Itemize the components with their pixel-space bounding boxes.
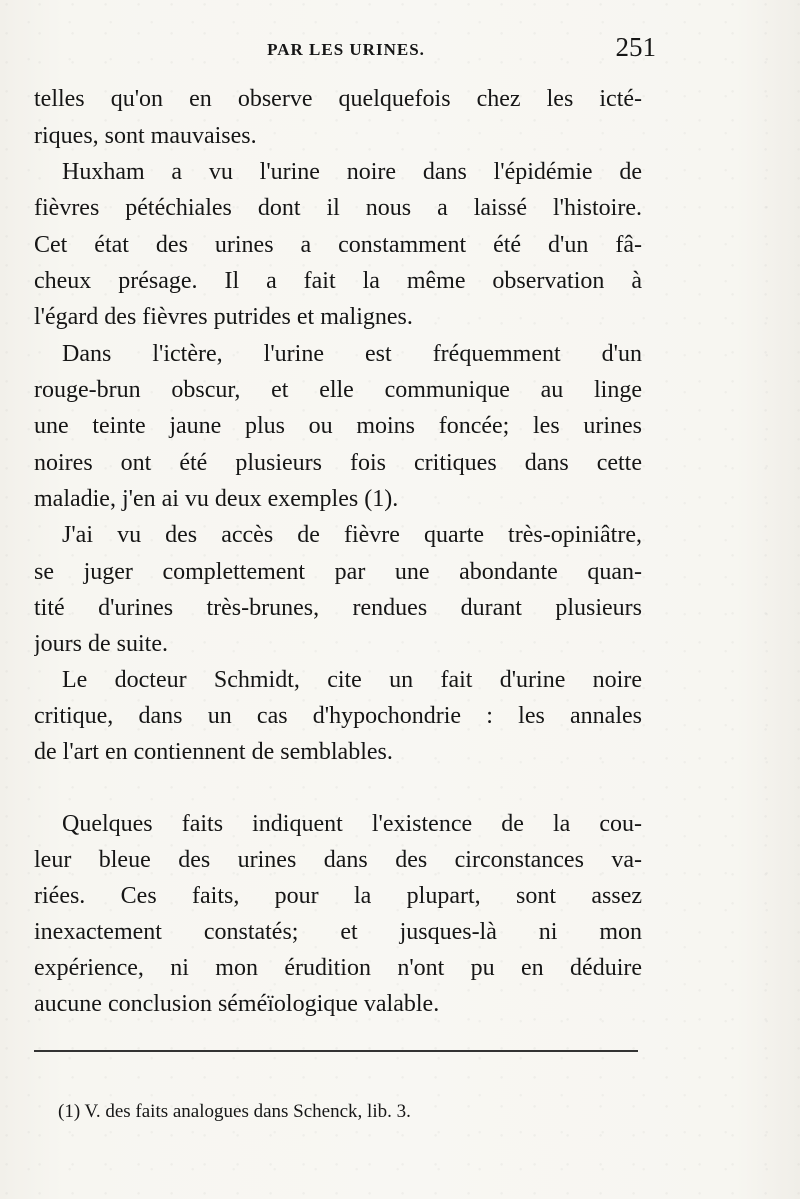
text-line: Quelques faits indiquent l'existence de la cou- <box>62 811 642 837</box>
text-line: critique, dans un cas d'hypochondrie : les annales <box>34 703 642 729</box>
text-line: noires ont été plusieurs fois critiques dans cette <box>34 450 642 476</box>
text-line: inexactement constatés; et jusques-là ni mon <box>34 919 642 945</box>
text-line: riques, sont mauvaises. <box>34 123 257 149</box>
text-line: Cet état des urines a constamment été d'un fâ- <box>34 232 642 258</box>
text-line: une teinte jaune plus ou moins foncée; les urines <box>34 413 642 439</box>
text-line: expérience, ni mon érudition n'ont pu en déduire <box>34 955 642 981</box>
text-line: Dans l'ictère, l'urine est fréquemment d'un <box>62 341 642 367</box>
text-line: de l'art en contiennent de semblables. <box>34 739 393 765</box>
text-line: cheux présage. Il a fait la même observation à <box>34 268 642 294</box>
text-line: leur bleue des urines dans des circonstances va- <box>34 847 642 873</box>
text-line: maladie, j'en ai vu deux exemples (1). <box>34 486 399 512</box>
footnote: (1) V. des faits analogues dans Schenck, lib. 3. <box>58 1101 411 1122</box>
text-line: J'ai vu des accès de fièvre quarte très-opiniâtre, <box>62 522 642 548</box>
text-line: aucune conclusion séméïologique valable. <box>34 991 440 1017</box>
text-line: rouge-brun obscur, et elle communique au linge <box>34 377 642 403</box>
text-line: riées. Ces faits, pour la plupart, sont assez <box>34 883 642 909</box>
text-line: Le docteur Schmidt, cite un fait d'urine noire <box>62 667 642 693</box>
text-line: telles qu'on en observe quelquefois chez les icté- <box>34 86 642 112</box>
text-line: jours de suite. <box>34 631 168 657</box>
text-line: tité d'urines très-brunes, rendues durant plusieurs <box>34 595 642 621</box>
page-number: 251 <box>615 32 656 62</box>
footnote-rule <box>34 1050 638 1052</box>
text-line: Huxham a vu l'urine noire dans l'épidémie de <box>62 159 642 185</box>
running-head: PAR LES URINES. <box>267 40 425 59</box>
text-line: se juger complettement par une abondante quan- <box>34 559 642 585</box>
text-line: l'égard des fièvres putrides et malignes. <box>34 304 413 330</box>
text-line: fièvres pétéchiales dont il nous a laissé l'histoire. <box>34 195 642 221</box>
page-header <box>36 32 656 68</box>
